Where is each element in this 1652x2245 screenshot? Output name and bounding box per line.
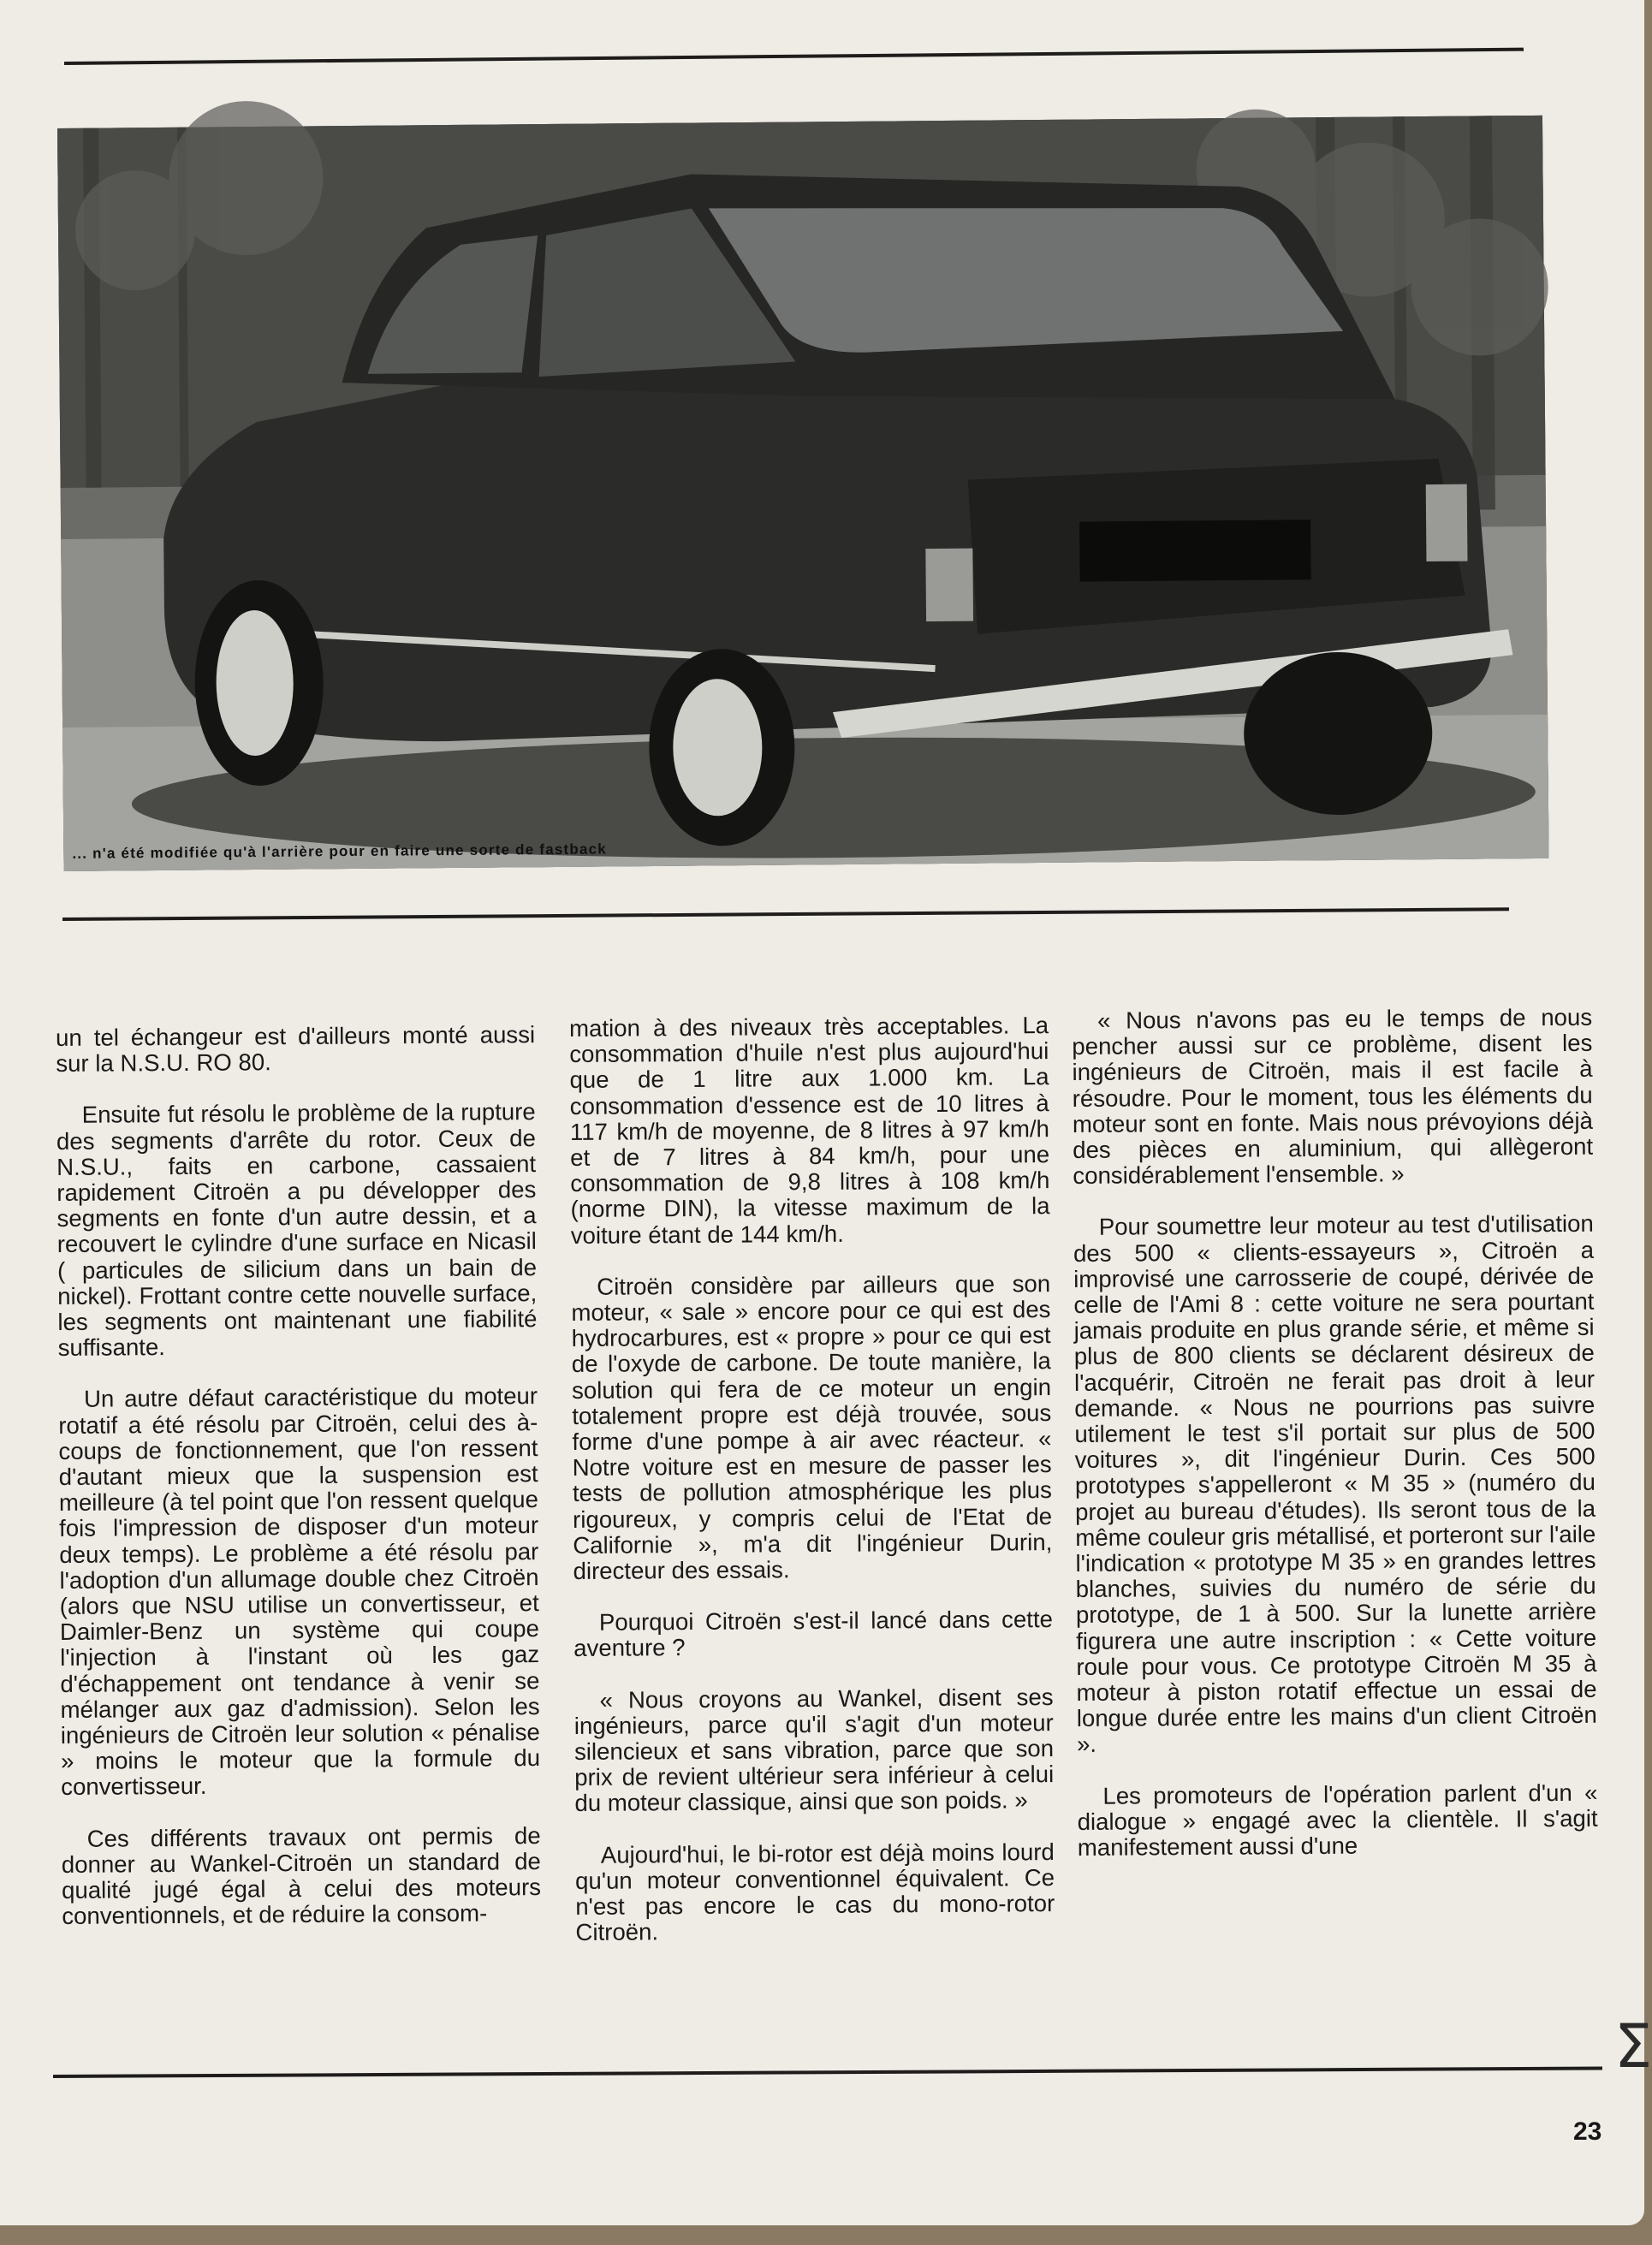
text-column-2 <box>569 1013 1055 1971</box>
page-number: 23 <box>1573 2117 1602 2146</box>
paragraph: Les promoteurs de l'opération parlent d'un « dialogue » engagé avec la clientèle. Il s'agit manifestement aussi d'une <box>1077 1779 1598 1862</box>
paragraph: « Nous n'avons pas eu le temps de nous pencher aussi sur ce problème, disent les ingénieurs de Citroën, mais il est facile à résoudre. Pour le moment, tous les éléments du moteur sont en fonte. Mais nous prévoyions déjà des pièces en aluminium, qui allègeront considérablement l'ensemble. » <box>1072 1003 1594 1190</box>
top-rule <box>64 48 1524 65</box>
paragraph: Citroën considère par ailleurs que son moteur, « sale » encore pour ce qui est des hydrocarbures, est « propre » pour ce qui est de l'oxyde de carbone. De toute manière, la solution qui fera de ce moteur un engin totalement propre est déjà trouvée, sous forme d'une pompe à air avec réacteur. « Notre voiture est en mesure de passer les tests de pollution atmosphérique les plus rigoureux, y compris celui de l'Etat de Californie », m'a dit l'ingénieur Durin, directeur des essais. <box>571 1269 1053 1585</box>
car-photo <box>57 116 1549 871</box>
paragraph: « Nous croyons au Wankel, disent ses ingénieurs, parce qu'il s'agit d'un moteur silencieux et sans vibration, parce que son prix de revient ultérieur sera inférieur à celui du moteur classique, ainsi que son poids. » <box>573 1683 1055 1817</box>
paragraph: Ces différents travaux ont permis de donner au Wankel-Citroën un standard de qualité jugé égal à celui des moteurs conventionnels, et de réduire la consom- <box>61 1821 542 1930</box>
photo-caption: ... n'a été modifiée qu'à l'arrière pour en faire une sorte de fastback <box>72 840 607 862</box>
paragraph: Pour soumettre leur moteur au test d'utilisation des 500 « clients-essayeurs », Citroën a improvisé une carrosserie de coupé, dérivée de celle de l'Ami 8 : cette voiture ne sera pourtant jamais produite en plus grande série, et même si plus de 800 clients se déclarent désireux de l'acquérir, Citroën ne ferait pas droit à leur demande. « Nous ne pourrions pas suivre utilement le test s'il portait sur plus de 500 voitures », dit l'ingénieur Durin. Ces 500 prototypes s'appelleront « M 35 » (numéro du projet au bureau d'études). Ils seront tous de la même couleur gris métallisé, et porteront sur l'aile l'indication « prototype M 35 » en grandes lettres blanches, suivies du numéro de série du prototype, de 1 à 500. Sur la lunette arrière figurera une autre inscription : « Cette voiture roule pour vous. Ce prototype Citroën M 35 à moteur à piston rotatif effectue un essai de longue durée entre les mains d'un client Citroën ». <box>1073 1210 1597 1758</box>
paragraph: un tel échangeur est d'ailleurs monté aussi sur la N.S.U. RO 80. <box>55 1021 536 1078</box>
middle-rule <box>62 907 1509 921</box>
citroen-m35-rear-photo <box>57 116 1549 871</box>
paragraph: mation à des niveaux très acceptables. La consommation d'huile n'est plus aujourd'hui que de 1 litre aux 1.000 km. La consommation d'essence est de 10 litres à 117 km/h de moyenne, de 8 litres à 97 km/h et de 7 litres à 84 km/h, pour une consommation de 9,8 litres à 108 km/h (norme DIN), la vitesse maximum de la voiture étant de 144 km/h. <box>568 1012 1050 1249</box>
text-column-3 <box>1072 1005 1598 1887</box>
paragraph: Aujourd'hui, le bi-rotor est déjà moins lourd qu'un moteur conventionnel équivalent. Ce n'est pas encore le cas du mono-rotor Citroën. <box>574 1838 1055 1946</box>
text-column-1 <box>56 1022 542 1955</box>
continue-sigma-icon: Σ <box>1614 2011 1652 2082</box>
paragraph: Ensuite fut résolu le problème de la rupture des segments d'arrête du rotor. Ceux de N.S.U., faits en carbone, cassaient rapidement Citroën a pu développer des segments en fonte d'un autre dessin, et a recouvert le cylindre d'une surface en Nicasil ( particules de silicium dans un bain de nickel). Frottant contre cette nouvelle surface, les segments ont maintenant une fiabilité suffisante. <box>56 1098 538 1362</box>
paragraph: Un autre défaut caractéristique du moteur rotatif a été résolu par Citroën, celui des à-coups de fonctionnement, que l'on ressent d'autant mieux que la suspension est meilleure (à tel point que l'on ressent quelque fois l'impression de disposer d'un moteur deux temps). Le problème a été résolu par l'adoption d'un allumage double chez Citroën (alors que NSU utilise un convertisseur, et Daimler-Benz un système qui coupe l'injection à l'instant où les gaz d'échappement ont tendance à venir se mélanger aux gaz d'admission). Selon les ingénieurs de Citroën leur solution « pénalise » moins le moteur que la formule du convertisseur. <box>58 1382 541 1801</box>
paragraph: Pourquoi Citroën s'est-il lancé dans cette aventure ? <box>573 1606 1054 1662</box>
bottom-rule <box>53 2067 1602 2078</box>
